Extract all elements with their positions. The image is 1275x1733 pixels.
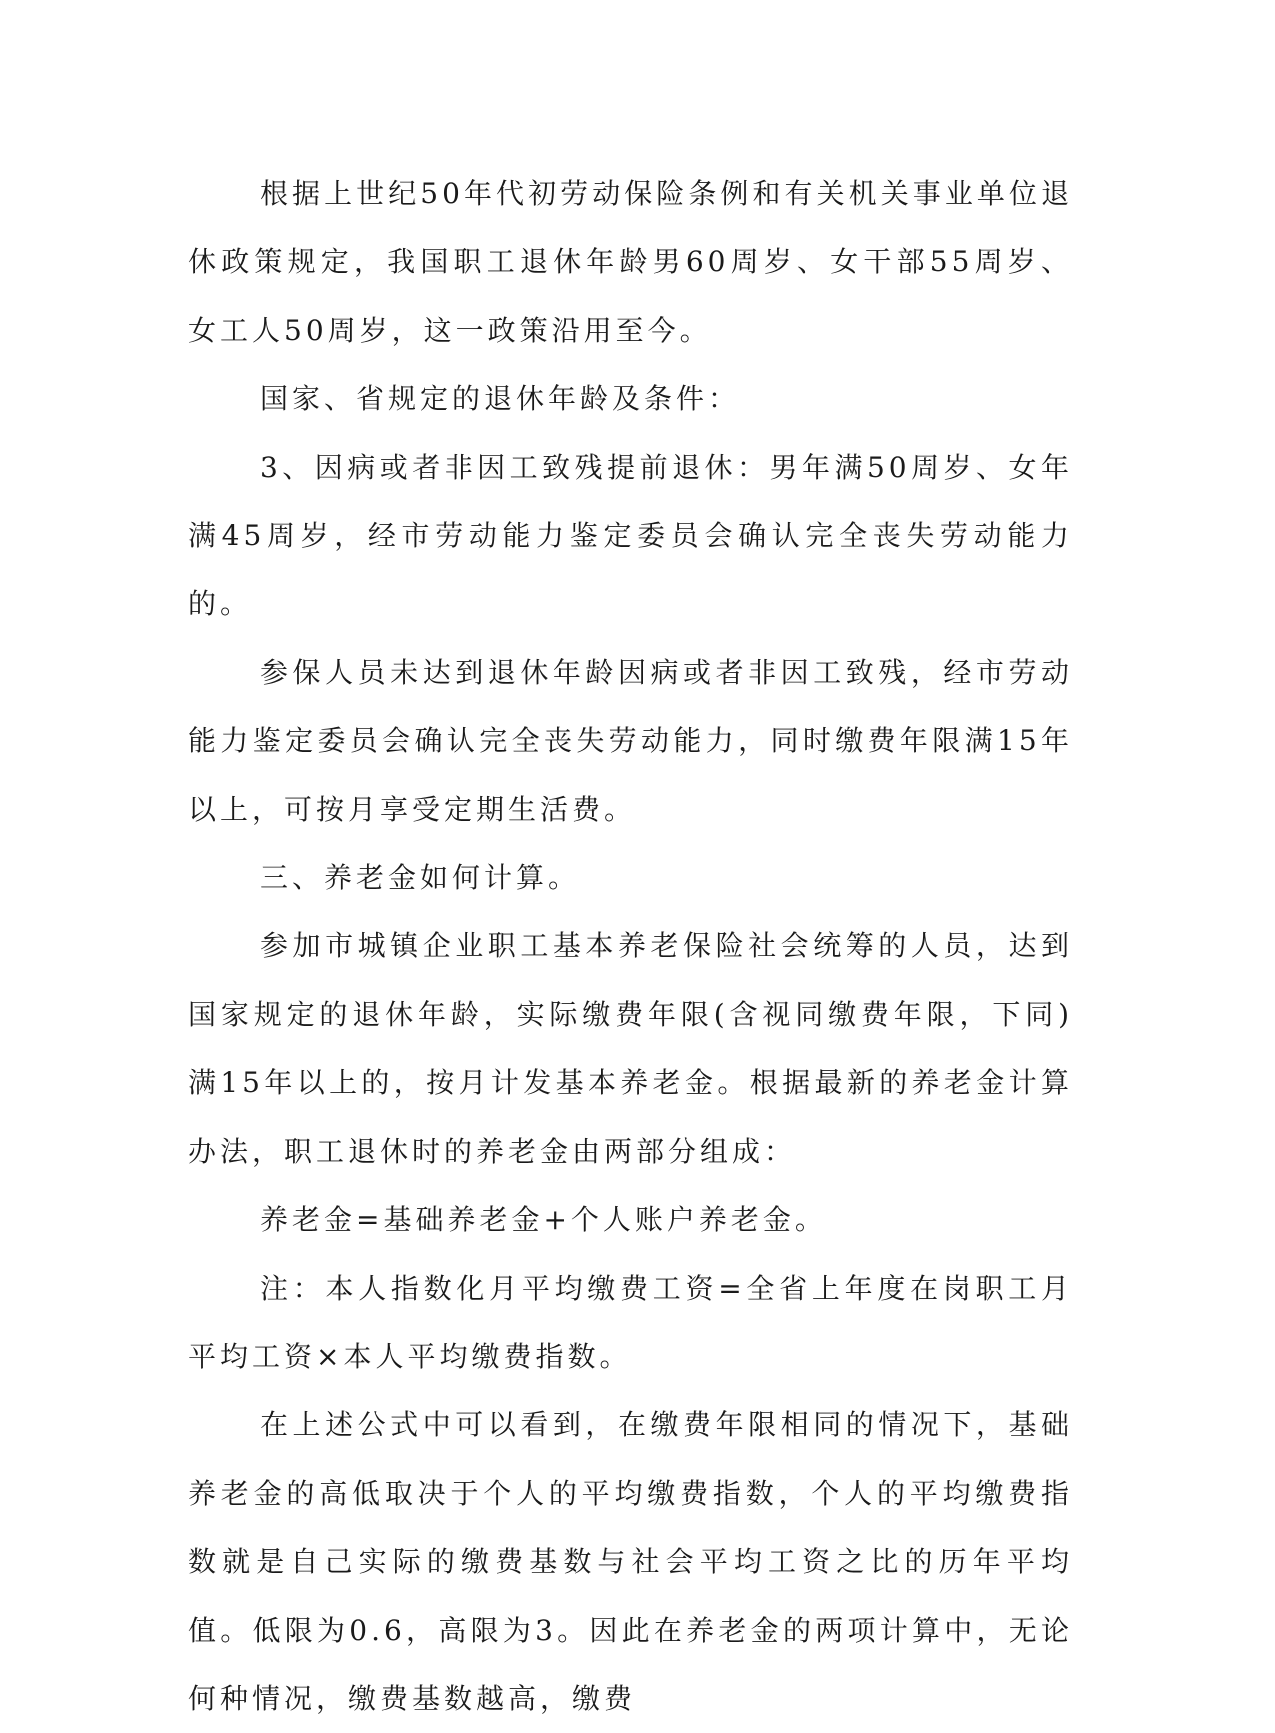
paragraph-living-allowance: 参保人员未达到退休年龄因病或者非因工致残，经市劳动能力鉴定委员会确认完全丧失劳动能力，同时缴费年限满15年以上，可按月享受定期生活费。 (188, 655, 1073, 826)
paragraph-note-indexed-wage: 注：本人指数化月平均缴费工资=全省上年度在岗职工月平均工资×本人平均缴费指数。 (188, 1271, 1073, 1373)
document-body (188, 160, 1073, 1733)
paragraph-retirement-age-history: 根据上世纪50年代初劳动保险条例和有关机关事业单位退休政策规定，我国职工退休年龄男60周岁、女干部55周岁、女工人50周岁，这一政策沿用至今。 (188, 177, 1073, 347)
paragraph-contribution-index: 在上述公式中可以看到，在缴费年限相同的情况下，基础养老金的高低取决于个人的平均缴费指数，个人的平均缴费指数就是自己实际的缴费基数与社会平均工资之比的历年平均值。低限为0.6，高限为3。因此在养老金的两项计算中，无论何种情况，缴费基数越高，缴费 (188, 1408, 1073, 1715)
paragraph-pension-formula: 养老金=基础养老金+个人账户养老金。 (260, 1203, 827, 1237)
section-heading-pension-calculation: 三、养老金如何计算。 (260, 861, 581, 895)
paragraph-retirement-conditions-heading: 国家、省规定的退休年龄及条件： (260, 382, 741, 416)
paragraph-pension-eligibility: 参加市城镇企业职工基本养老保险社会统筹的人员，达到国家规定的退休年龄，实际缴费年限(含视同缴费年限，下同)满15年以上的，按月计发基本养老金。根据最新的养老金计算办法，职工退休时的养老金由两部分组成： (188, 929, 1073, 1168)
paragraph-early-retirement-illness: 3、因病或者非因工致残提前退休：男年满50周岁、女年满45周岁，经市劳动能力鉴定委员会确认完全丧失劳动能力的。 (188, 450, 1073, 621)
